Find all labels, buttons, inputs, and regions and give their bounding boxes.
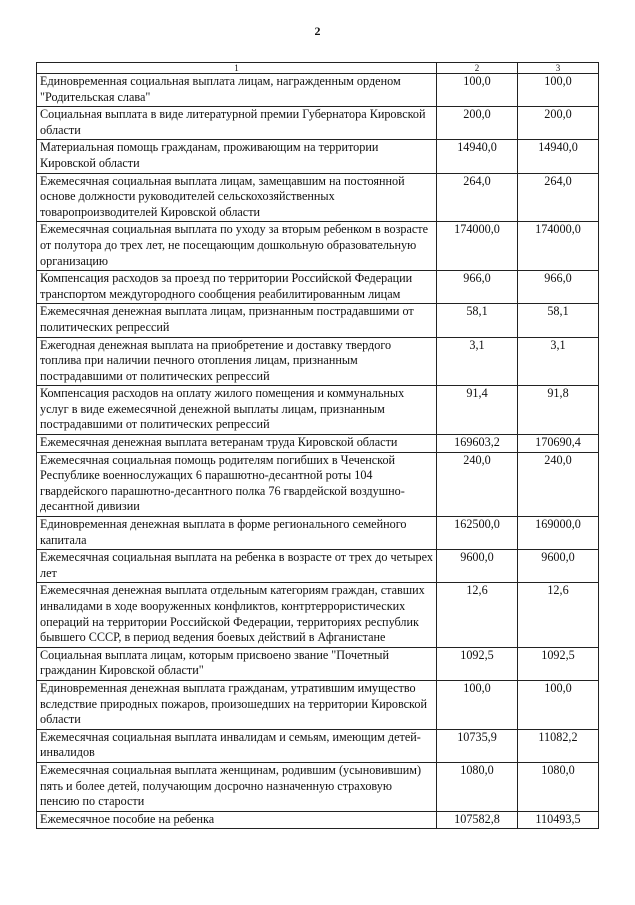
table-row bbox=[37, 107, 599, 140]
table-row bbox=[37, 452, 599, 516]
value-col2-cell: 100,0 bbox=[437, 74, 518, 107]
page-number: 2 bbox=[314, 24, 321, 38]
row-name-cell: Ежемесячная социальная выплата на ребенка в возрасте от трех до четырех лет bbox=[37, 550, 437, 583]
row-name-cell: Ежегодная денежная выплата на приобретение и доставку твердого топлива при наличии печного отопления лицам, признанным пострадавшими от политических репрессий bbox=[37, 337, 437, 386]
table-row bbox=[37, 680, 599, 729]
expenses-table bbox=[36, 62, 599, 829]
table-row bbox=[37, 74, 599, 107]
value-col2-cell: 966,0 bbox=[437, 271, 518, 304]
value-col2-cell: 12,6 bbox=[437, 583, 518, 647]
value-col2-cell: 162500,0 bbox=[437, 517, 518, 550]
value-col3-cell: 14940,0 bbox=[518, 140, 599, 173]
value-col2-cell: 174000,0 bbox=[437, 222, 518, 271]
value-col2-cell: 1080,0 bbox=[437, 762, 518, 811]
row-name-cell: Ежемесячная социальная помощь родителям погибших в Чеченской Республике военнослужащих 6 парашютно-десантной роты 104 гвардейского парашютно-десантного полка 76 гвардейской воздушно-десантной дивизии bbox=[37, 452, 437, 516]
value-col3-cell: 100,0 bbox=[518, 680, 599, 729]
table-row bbox=[37, 729, 599, 762]
table-row bbox=[37, 222, 599, 271]
value-col3-cell: 9600,0 bbox=[518, 550, 599, 583]
row-name-cell: Единовременная денежная выплата в форме регионального семейного капитала bbox=[37, 517, 437, 550]
value-col3-cell: 170690,4 bbox=[518, 435, 599, 453]
value-col2-cell: 10735,9 bbox=[437, 729, 518, 762]
table-body bbox=[37, 74, 599, 829]
value-col3-cell: 1080,0 bbox=[518, 762, 599, 811]
value-col3-cell: 240,0 bbox=[518, 452, 599, 516]
column-header-2: 2 bbox=[437, 63, 518, 74]
row-name-cell: Ежемесячная социальная выплата инвалидам и семьям, имеющим детей-инвалидов bbox=[37, 729, 437, 762]
value-col3-cell: 12,6 bbox=[518, 583, 599, 647]
table-row bbox=[37, 517, 599, 550]
value-col2-cell: 3,1 bbox=[437, 337, 518, 386]
row-name-cell: Ежемесячная социальная выплата лицам, замещавшим на постоянной основе должности руководителей сельскохозяйственных товаропроизводителей Кировской области bbox=[37, 173, 437, 222]
table-row bbox=[37, 337, 599, 386]
value-col3-cell: 200,0 bbox=[518, 107, 599, 140]
table-row bbox=[37, 304, 599, 337]
row-name-cell: Социальная выплата в виде литературной премии Губернатора Кировской области bbox=[37, 107, 437, 140]
value-col3-cell: 91,8 bbox=[518, 386, 599, 435]
value-col3-cell: 58,1 bbox=[518, 304, 599, 337]
row-name-cell: Ежемесячная денежная выплата лицам, признанным пострадавшими от политических репрессий bbox=[37, 304, 437, 337]
value-col3-cell: 174000,0 bbox=[518, 222, 599, 271]
table-row bbox=[37, 386, 599, 435]
table-header-row bbox=[37, 63, 599, 74]
column-header-3: 3 bbox=[518, 63, 599, 74]
row-name-cell: Ежемесячная денежная выплата ветеранам труда Кировской области bbox=[37, 435, 437, 453]
value-col3-cell: 11082,2 bbox=[518, 729, 599, 762]
value-col3-cell: 110493,5 bbox=[518, 811, 599, 829]
row-name-cell: Ежемесячное пособие на ребенка bbox=[37, 811, 437, 829]
value-col2-cell: 91,4 bbox=[437, 386, 518, 435]
table-row bbox=[37, 271, 599, 304]
value-col3-cell: 966,0 bbox=[518, 271, 599, 304]
value-col3-cell: 3,1 bbox=[518, 337, 599, 386]
table-row bbox=[37, 647, 599, 680]
table-row bbox=[37, 140, 599, 173]
table-row bbox=[37, 583, 599, 647]
row-name-cell: Единовременная социальная выплата лицам, награжденным орденом "Родительская слава" bbox=[37, 74, 437, 107]
row-name-cell: Ежемесячная социальная выплата женщинам, родившим (усыновившим) пять и более детей, получающим досрочно назначенную страховую пенсию по старости bbox=[37, 762, 437, 811]
value-col2-cell: 169603,2 bbox=[437, 435, 518, 453]
value-col2-cell: 107582,8 bbox=[437, 811, 518, 829]
row-name-cell: Ежемесячная социальная выплата по уходу за вторым ребенком в возрасте от полутора до трех лет, не посещающим дошкольную образовательную организацию bbox=[37, 222, 437, 271]
value-col2-cell: 1092,5 bbox=[437, 647, 518, 680]
value-col3-cell: 169000,0 bbox=[518, 517, 599, 550]
row-name-cell: Компенсация расходов на оплату жилого помещения и коммунальных услуг в виде ежемесячной денежной выплаты лицам, признанным пострадавшими от политических репрессий bbox=[37, 386, 437, 435]
value-col2-cell: 58,1 bbox=[437, 304, 518, 337]
value-col2-cell: 9600,0 bbox=[437, 550, 518, 583]
table-row bbox=[37, 173, 599, 222]
row-name-cell: Социальная выплата лицам, которым присвоено звание "Почетный гражданин Кировской области" bbox=[37, 647, 437, 680]
row-name-cell: Материальная помощь гражданам, проживающим на территории Кировской области bbox=[37, 140, 437, 173]
table-row bbox=[37, 435, 599, 453]
value-col3-cell: 100,0 bbox=[518, 74, 599, 107]
table-row bbox=[37, 811, 599, 829]
value-col2-cell: 14940,0 bbox=[437, 140, 518, 173]
table-row bbox=[37, 762, 599, 811]
row-name-cell: Единовременная денежная выплата гражданам, утратившим имущество вследствие природных пожаров, произошедших на территории Кировской области bbox=[37, 680, 437, 729]
value-col2-cell: 240,0 bbox=[437, 452, 518, 516]
table-row bbox=[37, 550, 599, 583]
value-col2-cell: 100,0 bbox=[437, 680, 518, 729]
column-header-1: 1 bbox=[37, 63, 437, 74]
value-col3-cell: 264,0 bbox=[518, 173, 599, 222]
value-col2-cell: 264,0 bbox=[437, 173, 518, 222]
row-name-cell: Ежемесячная денежная выплата отдельным категориям граждан, ставших инвалидами в ходе вооруженных конфликтов, контртеррористических операций на территории Российской Федерации, территориях республик бывшего СССР, в период ведения боевых действий в Афганистане bbox=[37, 583, 437, 647]
row-name-cell: Компенсация расходов за проезд по территории Российской Федерации транспортом междугородного сообщения реабилитированным лицам bbox=[37, 271, 437, 304]
value-col2-cell: 200,0 bbox=[437, 107, 518, 140]
value-col3-cell: 1092,5 bbox=[518, 647, 599, 680]
